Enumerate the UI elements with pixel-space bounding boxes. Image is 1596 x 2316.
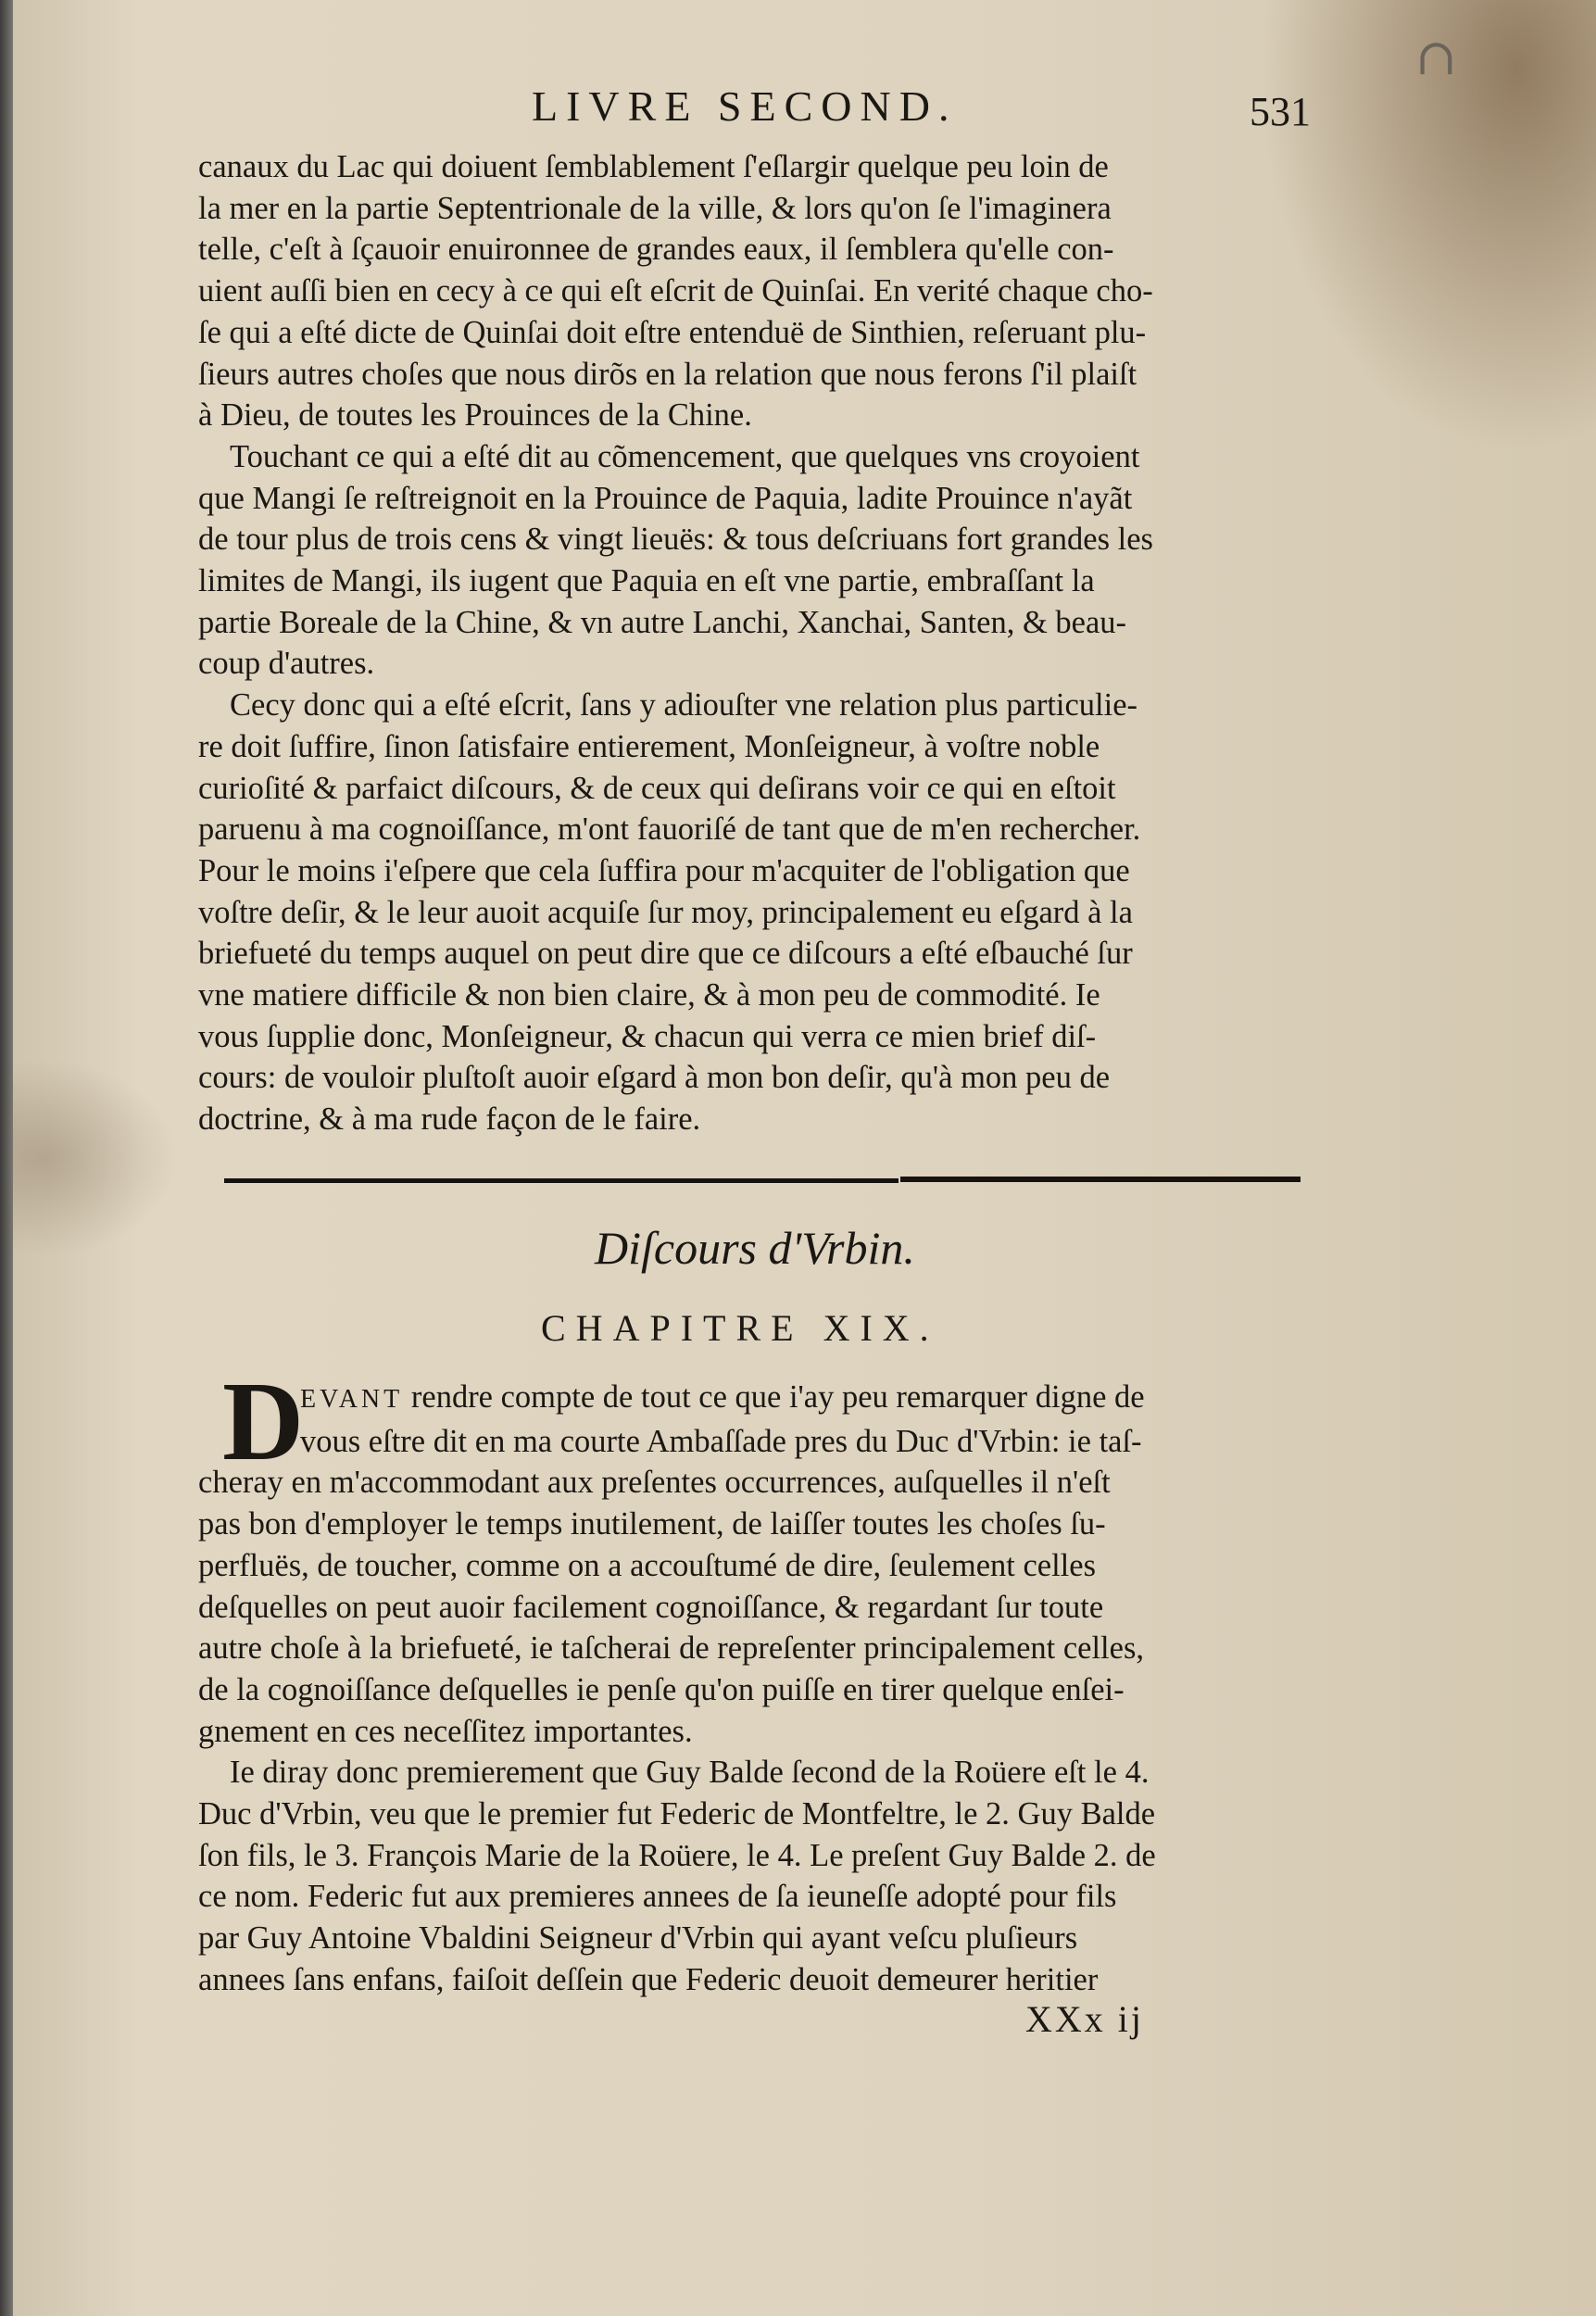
signature-mark: XXx ij: [1025, 1998, 1144, 2040]
text-line: uient auſſi bien en cecy à ce qui eſt eſcrit de Quinſai. En verité chaque cho-: [198, 273, 1153, 309]
text-line: paruenu à ma cognoiſſance, m'ont fauoriſé de tant que de m'en rechercher.: [198, 812, 1141, 848]
text-line-rest: rendre compte de tout ce que i'ay peu remarquer digne de: [403, 1379, 1145, 1415]
text-line: Ie diray donc premierement que Guy Balde ſecond de la Roüere eſt le 4.: [230, 1755, 1150, 1791]
text-line: coup d'autres.: [198, 646, 375, 682]
book-page: [13, 0, 1596, 2316]
text-line: briefueté du temps auquel on peut dire que ce diſcours a eſté eſbauché ſur: [198, 936, 1133, 972]
text-line: perfluës, de toucher, comme on a accouſtumé de dire, ſeulement celles: [198, 1547, 1096, 1583]
text-line: curioſité & parfaict diſcours, & de ceux qui deſirans voir ce qui en eſtoit: [198, 770, 1116, 806]
text-line: deſquelles on peut auoir facilement cognoiſſance, & regardant ſur toute: [198, 1589, 1104, 1625]
text-line: annees ſans enfans, faiſoit deſſein que Federic deuoit demeurer heritier: [198, 1961, 1099, 1997]
text-line: voſtre deſir, & le leur auoit acquiſe ſur moy, principalement eu eſgard à la: [198, 894, 1133, 930]
text-line: ſon fils, le 3. François Marie de la Roüere, le 4. Le preſent Guy Balde 2. de: [198, 1837, 1156, 1873]
section-title: Diſcours d'Vrbin.: [595, 1222, 915, 1274]
text-line: la mer en la partie Septentrionale de la ville, & lors qu'on ſe l'imaginera: [198, 190, 1112, 226]
page-number: 531: [1250, 89, 1311, 134]
text-line: vne matiere difficile & non bien claire, & à mon peu de commodité. Ie: [198, 977, 1100, 1013]
text-line: cours: de vouloir pluſtoſt auoir eſgard à mon bon deſir, qu'à mon peu de: [198, 1060, 1111, 1096]
text-line: [198, 1377, 1319, 1421]
text-line: Pour le moins i'eſpere que cela ſuffira pour m'acquiter de l'obligation que: [198, 852, 1130, 888]
text-line: ſieurs autres choſes que nous dirõs en la relation que nous ferons ſ'il plaiſt: [198, 356, 1137, 392]
chapter-heading: CHAPITRE XIX.: [541, 1307, 939, 1349]
text-line: re doit ſuffire, ſinon ſatisfaire entierement, Monſeigneur, à voſtre noble: [198, 728, 1100, 764]
book-gutter: [0, 0, 13, 2316]
text-line: ſe qui a eſté dicte de Quinſai doit eſtre entenduë de Sinthien, reſeruant plu-: [198, 314, 1147, 350]
text-line: cheray en m'accommodant aux preſentes occurrences, auſquelles il n'eſt: [198, 1465, 1111, 1501]
first-word-smallcaps: EVANT: [300, 1385, 404, 1414]
drop-cap-initial: D: [222, 1359, 305, 1484]
text-line: autre choſe à la briefueté, ie taſcherai de repreſenter principalement celles,: [198, 1630, 1145, 1667]
corner-pencil-mark: ∩: [1414, 28, 1457, 86]
text-line: limites de Mangi, ils iugent que Paquia en eſt vne partie, embraſſant la: [198, 563, 1095, 599]
upper-text-block: [198, 146, 1319, 1140]
text-line: telle, c'eſt à ſçauoir enuironnee de grandes eaux, il ſemblera qu'elle con-: [198, 232, 1114, 268]
text-line: de la cognoiſſance deſquelles ie penſe qu'on puiſſe en tirer quelque enſei-: [198, 1671, 1125, 1707]
text-line: ce nom. Federic fut aux premieres annees de ſa ieuneſſe adopté pour fils: [198, 1879, 1117, 1915]
text-line: que Mangi ſe reſtreignoit en la Prouince de Paquia, ladite Prouince n'ayãt: [198, 480, 1133, 516]
text-line: de tour plus de trois cens & vingt lieuës: & tous deſcriuans fort grandes les: [198, 522, 1153, 558]
text-line: vous eſtre dit en ma courte Ambaſſade pres du Duc d'Vrbin: ie taſ-: [300, 1423, 1142, 1459]
text-line: doctrine, & à ma rude façon de le faire.: [198, 1101, 701, 1138]
text-line: vous ſupplie donc, Monſeigneur, & chacun qui verra ce mien brief diſ-: [198, 1018, 1097, 1054]
text-line: canaux du Lac qui doiuent ſemblablement ſ'eſlargir quelque peu loin de: [198, 149, 1109, 184]
text-line: Duc d'Vrbin, veu que le premier fut Federic de Montfeltre, le 2. Guy Balde: [198, 1796, 1156, 1832]
text-line: partie Boreale de la Chine, & vn autre Lanchi, Xanchai, Santen, & beau-: [198, 604, 1127, 640]
text-line: Touchant ce qui a eſté dit au cõmencement, que quelques vns croyoient: [230, 438, 1140, 474]
text-line: pas bon d'employer le temps inutilement, de laiſſer toutes les choſes ſu-: [198, 1506, 1106, 1542]
text-line: gnement en ces neceſſitez importantes.: [198, 1713, 693, 1749]
chapter-text-block: [198, 1377, 1319, 2001]
section-rule-left: [224, 1178, 899, 1183]
text-line: par Guy Antoine Vbaldini Seigneur d'Vrbin qui ayant veſcu pluſieurs: [198, 1920, 1078, 1957]
text-line: à Dieu, de toutes les Prouinces de la Chine.: [198, 397, 752, 434]
running-head: LIVRE SECOND.: [532, 82, 958, 130]
section-rule-right: [900, 1177, 1301, 1182]
text-line: Cecy donc qui a eſté eſcrit, ſans y adiouſter vne relation plus particulie-: [230, 687, 1138, 724]
